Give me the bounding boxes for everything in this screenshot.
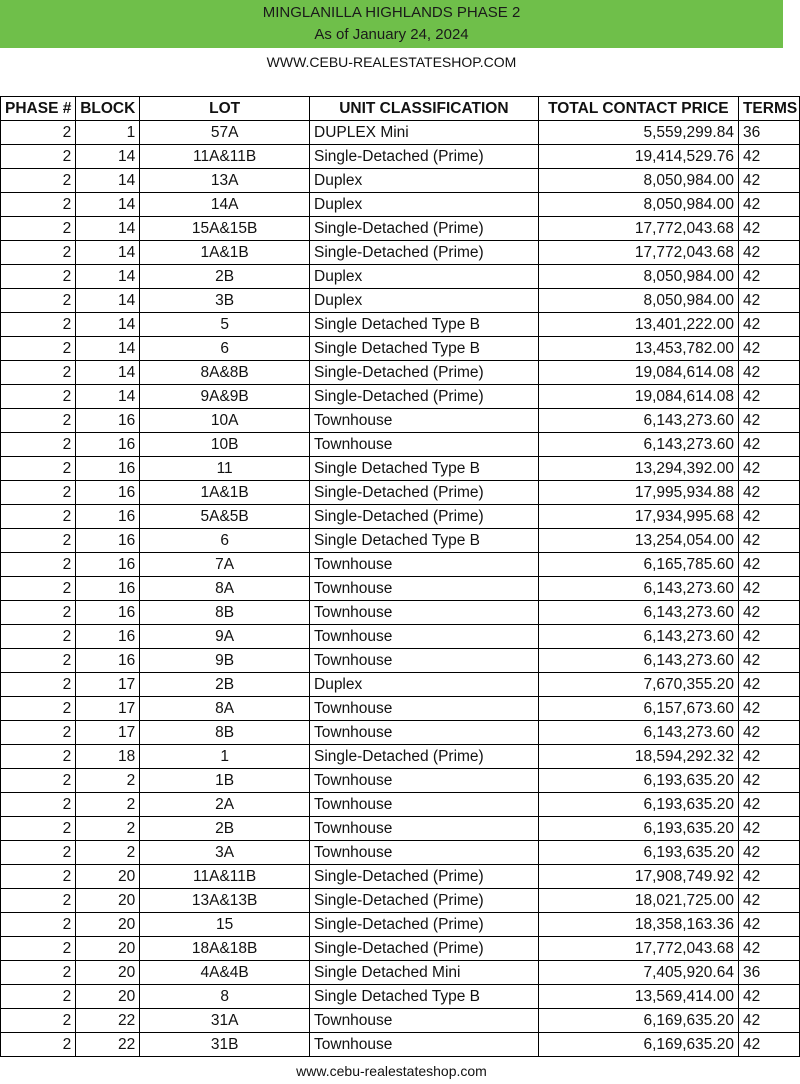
cell-lot: 15A&15B <box>140 217 310 241</box>
cell-phase: 2 <box>1 433 76 457</box>
table-row <box>1 289 800 313</box>
table-row <box>1 241 800 265</box>
cell-unit-classification: Townhouse <box>310 721 539 745</box>
table-row <box>1 1009 800 1033</box>
cell-lot: 9A&9B <box>140 385 310 409</box>
cell-lot: 5A&5B <box>140 505 310 529</box>
cell-phase: 2 <box>1 769 76 793</box>
cell-phase: 2 <box>1 601 76 625</box>
column-header-unit-classification: UNIT CLASSIFICATION <box>310 97 539 121</box>
cell-block: 16 <box>76 649 140 673</box>
cell-terms: 42 <box>738 265 799 289</box>
cell-phase: 2 <box>1 721 76 745</box>
cell-block: 2 <box>76 769 140 793</box>
cell-total-price: 18,021,725.00 <box>538 889 738 913</box>
cell-phase: 2 <box>1 337 76 361</box>
cell-lot: 9B <box>140 649 310 673</box>
cell-phase: 2 <box>1 361 76 385</box>
cell-unit-classification: Duplex <box>310 289 539 313</box>
cell-block: 14 <box>76 337 140 361</box>
cell-total-price: 6,157,673.60 <box>538 697 738 721</box>
cell-terms: 42 <box>738 337 799 361</box>
cell-terms: 36 <box>738 961 799 985</box>
cell-terms: 42 <box>738 913 799 937</box>
cell-unit-classification: Single Detached Type B <box>310 337 539 361</box>
table-row <box>1 265 800 289</box>
cell-total-price: 13,401,222.00 <box>538 313 738 337</box>
cell-lot: 1B <box>140 769 310 793</box>
cell-phase: 2 <box>1 145 76 169</box>
cell-terms: 42 <box>738 409 799 433</box>
cell-block: 16 <box>76 457 140 481</box>
cell-phase: 2 <box>1 673 76 697</box>
cell-terms: 42 <box>738 769 799 793</box>
cell-block: 16 <box>76 577 140 601</box>
cell-terms: 42 <box>738 481 799 505</box>
cell-block: 22 <box>76 1033 140 1057</box>
cell-phase: 2 <box>1 553 76 577</box>
cell-block: 20 <box>76 913 140 937</box>
cell-unit-classification: Single-Detached (Prime) <box>310 145 539 169</box>
cell-unit-classification: Single Detached Type B <box>310 313 539 337</box>
cell-block: 20 <box>76 985 140 1009</box>
cell-terms: 42 <box>738 313 799 337</box>
cell-terms: 42 <box>738 745 799 769</box>
cell-block: 22 <box>76 1009 140 1033</box>
cell-phase: 2 <box>1 289 76 313</box>
table-row <box>1 457 800 481</box>
cell-phase: 2 <box>1 385 76 409</box>
cell-unit-classification: Duplex <box>310 673 539 697</box>
cell-unit-classification: Townhouse <box>310 769 539 793</box>
cell-unit-classification: Townhouse <box>310 817 539 841</box>
cell-terms: 42 <box>738 817 799 841</box>
cell-total-price: 6,143,273.60 <box>538 409 738 433</box>
cell-phase: 2 <box>1 241 76 265</box>
cell-block: 20 <box>76 865 140 889</box>
cell-terms: 42 <box>738 433 799 457</box>
cell-total-price: 13,453,782.00 <box>538 337 738 361</box>
cell-total-price: 6,165,785.60 <box>538 553 738 577</box>
cell-block: 14 <box>76 145 140 169</box>
cell-lot: 2A <box>140 793 310 817</box>
cell-unit-classification: Single-Detached (Prime) <box>310 913 539 937</box>
cell-unit-classification: Townhouse <box>310 697 539 721</box>
cell-unit-classification: Single-Detached (Prime) <box>310 385 539 409</box>
cell-terms: 42 <box>738 457 799 481</box>
cell-block: 17 <box>76 673 140 697</box>
cell-total-price: 18,358,163.36 <box>538 913 738 937</box>
cell-total-price: 6,143,273.60 <box>538 721 738 745</box>
table-row <box>1 529 800 553</box>
table-row <box>1 673 800 697</box>
cell-phase: 2 <box>1 1009 76 1033</box>
cell-lot: 13A&13B <box>140 889 310 913</box>
cell-lot: 1A&1B <box>140 241 310 265</box>
cell-total-price: 17,772,043.68 <box>538 937 738 961</box>
cell-total-price: 6,143,273.60 <box>538 601 738 625</box>
cell-unit-classification: Duplex <box>310 169 539 193</box>
cell-phase: 2 <box>1 169 76 193</box>
cell-lot: 7A <box>140 553 310 577</box>
cell-phase: 2 <box>1 217 76 241</box>
cell-lot: 31B <box>140 1033 310 1057</box>
cell-total-price: 19,084,614.08 <box>538 361 738 385</box>
cell-block: 14 <box>76 241 140 265</box>
cell-phase: 2 <box>1 505 76 529</box>
cell-unit-classification: Duplex <box>310 265 539 289</box>
cell-block: 14 <box>76 361 140 385</box>
cell-terms: 42 <box>738 241 799 265</box>
cell-phase: 2 <box>1 985 76 1009</box>
table-row <box>1 577 800 601</box>
cell-total-price: 6,143,273.60 <box>538 577 738 601</box>
table-row <box>1 817 800 841</box>
cell-lot: 3B <box>140 289 310 313</box>
cell-lot: 5 <box>140 313 310 337</box>
cell-terms: 42 <box>738 793 799 817</box>
cell-lot: 8 <box>140 985 310 1009</box>
cell-lot: 8A <box>140 577 310 601</box>
price-list-table <box>0 96 800 1057</box>
cell-unit-classification: Townhouse <box>310 409 539 433</box>
table-row <box>1 313 800 337</box>
cell-lot: 2B <box>140 817 310 841</box>
table-row <box>1 649 800 673</box>
cell-lot: 1A&1B <box>140 481 310 505</box>
cell-phase: 2 <box>1 529 76 553</box>
cell-block: 2 <box>76 817 140 841</box>
cell-terms: 42 <box>738 169 799 193</box>
cell-phase: 2 <box>1 193 76 217</box>
cell-total-price: 17,772,043.68 <box>538 217 738 241</box>
cell-lot: 1 <box>140 745 310 769</box>
cell-unit-classification: Single-Detached (Prime) <box>310 937 539 961</box>
cell-unit-classification: Townhouse <box>310 649 539 673</box>
cell-total-price: 7,405,920.64 <box>538 961 738 985</box>
cell-block: 16 <box>76 553 140 577</box>
cell-unit-classification: Single-Detached (Prime) <box>310 361 539 385</box>
cell-block: 14 <box>76 313 140 337</box>
cell-terms: 42 <box>738 217 799 241</box>
cell-unit-classification: Townhouse <box>310 577 539 601</box>
cell-lot: 8B <box>140 601 310 625</box>
table-row <box>1 985 800 1009</box>
table-row <box>1 721 800 745</box>
website-header: WWW.CEBU-REALESTATESHOP.COM <box>266 54 517 70</box>
cell-terms: 42 <box>738 361 799 385</box>
cell-phase: 2 <box>1 865 76 889</box>
cell-total-price: 8,050,984.00 <box>538 169 738 193</box>
cell-total-price: 13,294,392.00 <box>538 457 738 481</box>
cell-block: 20 <box>76 889 140 913</box>
cell-phase: 2 <box>1 409 76 433</box>
cell-lot: 11A&11B <box>140 865 310 889</box>
cell-phase: 2 <box>1 793 76 817</box>
table-row <box>1 385 800 409</box>
cell-lot: 8A <box>140 697 310 721</box>
column-header-lot: LOT <box>140 97 310 121</box>
cell-phase: 2 <box>1 313 76 337</box>
cell-lot: 4A&4B <box>140 961 310 985</box>
cell-unit-classification: Townhouse <box>310 625 539 649</box>
cell-lot: 3A <box>140 841 310 865</box>
column-header-terms: TERMS <box>738 97 799 121</box>
website-footer: www.cebu-realestateshop.com <box>296 1063 487 1079</box>
cell-terms: 42 <box>738 1033 799 1057</box>
cell-phase: 2 <box>1 457 76 481</box>
cell-block: 16 <box>76 625 140 649</box>
cell-terms: 42 <box>738 697 799 721</box>
table-body <box>1 121 800 1057</box>
cell-total-price: 6,143,273.60 <box>538 433 738 457</box>
cell-total-price: 17,995,934.88 <box>538 481 738 505</box>
table-row <box>1 169 800 193</box>
cell-terms: 42 <box>738 577 799 601</box>
table-row <box>1 481 800 505</box>
cell-unit-classification: Single-Detached (Prime) <box>310 505 539 529</box>
cell-total-price: 6,193,635.20 <box>538 841 738 865</box>
cell-unit-classification: Single Detached Type B <box>310 529 539 553</box>
cell-lot: 10B <box>140 433 310 457</box>
cell-unit-classification: Single Detached Type B <box>310 457 539 481</box>
cell-lot: 14A <box>140 193 310 217</box>
table-row <box>1 865 800 889</box>
cell-unit-classification: Townhouse <box>310 601 539 625</box>
cell-block: 16 <box>76 433 140 457</box>
table-row <box>1 1033 800 1057</box>
cell-total-price: 6,193,635.20 <box>538 769 738 793</box>
cell-lot: 8B <box>140 721 310 745</box>
cell-terms: 42 <box>738 505 799 529</box>
cell-terms: 42 <box>738 721 799 745</box>
cell-block: 2 <box>76 793 140 817</box>
cell-unit-classification: Townhouse <box>310 793 539 817</box>
cell-phase: 2 <box>1 913 76 937</box>
table-row <box>1 697 800 721</box>
cell-total-price: 6,169,635.20 <box>538 1009 738 1033</box>
cell-total-price: 13,569,414.00 <box>538 985 738 1009</box>
cell-lot: 18A&18B <box>140 937 310 961</box>
cell-block: 20 <box>76 961 140 985</box>
cell-terms: 36 <box>738 121 799 145</box>
cell-block: 20 <box>76 937 140 961</box>
cell-unit-classification: DUPLEX Mini <box>310 121 539 145</box>
cell-total-price: 19,414,529.76 <box>538 145 738 169</box>
cell-lot: 9A <box>140 625 310 649</box>
cell-terms: 42 <box>738 289 799 313</box>
cell-terms: 42 <box>738 193 799 217</box>
cell-unit-classification: Single-Detached (Prime) <box>310 745 539 769</box>
cell-block: 17 <box>76 697 140 721</box>
cell-total-price: 17,908,749.92 <box>538 865 738 889</box>
table-row <box>1 961 800 985</box>
cell-lot: 11 <box>140 457 310 481</box>
cell-total-price: 7,670,355.20 <box>538 673 738 697</box>
cell-unit-classification: Single-Detached (Prime) <box>310 865 539 889</box>
column-header-total-price: TOTAL CONTACT PRICE <box>538 97 738 121</box>
cell-lot: 6 <box>140 337 310 361</box>
table-header-row <box>1 97 800 121</box>
cell-block: 16 <box>76 481 140 505</box>
cell-unit-classification: Single-Detached (Prime) <box>310 481 539 505</box>
table-row <box>1 217 800 241</box>
table-row <box>1 145 800 169</box>
cell-block: 17 <box>76 721 140 745</box>
cell-total-price: 13,254,054.00 <box>538 529 738 553</box>
cell-terms: 42 <box>738 673 799 697</box>
cell-terms: 42 <box>738 1009 799 1033</box>
cell-total-price: 5,559,299.84 <box>538 121 738 145</box>
table-row <box>1 889 800 913</box>
cell-lot: 15 <box>140 913 310 937</box>
table-row <box>1 337 800 361</box>
cell-terms: 42 <box>738 601 799 625</box>
cell-terms: 42 <box>738 985 799 1009</box>
column-header-block: BLOCK <box>76 97 140 121</box>
cell-lot: 13A <box>140 169 310 193</box>
cell-terms: 42 <box>738 649 799 673</box>
cell-block: 1 <box>76 121 140 145</box>
cell-phase: 2 <box>1 625 76 649</box>
cell-block: 16 <box>76 601 140 625</box>
cell-terms: 42 <box>738 841 799 865</box>
cell-lot: 2B <box>140 673 310 697</box>
cell-total-price: 6,193,635.20 <box>538 817 738 841</box>
cell-block: 14 <box>76 169 140 193</box>
table-row <box>1 433 800 457</box>
table-row <box>1 913 800 937</box>
cell-phase: 2 <box>1 1033 76 1057</box>
cell-block: 18 <box>76 745 140 769</box>
cell-total-price: 18,594,292.32 <box>538 745 738 769</box>
cell-phase: 2 <box>1 697 76 721</box>
table-row <box>1 409 800 433</box>
table-row <box>1 121 800 145</box>
cell-total-price: 8,050,984.00 <box>538 289 738 313</box>
cell-phase: 2 <box>1 481 76 505</box>
cell-unit-classification: Single Detached Mini <box>310 961 539 985</box>
cell-lot: 8A&8B <box>140 361 310 385</box>
cell-total-price: 17,934,995.68 <box>538 505 738 529</box>
cell-phase: 2 <box>1 937 76 961</box>
table-row <box>1 361 800 385</box>
table-row <box>1 193 800 217</box>
title-banner <box>0 0 783 48</box>
table-row <box>1 601 800 625</box>
cell-unit-classification: Townhouse <box>310 841 539 865</box>
cell-lot: 11A&11B <box>140 145 310 169</box>
cell-phase: 2 <box>1 841 76 865</box>
cell-terms: 42 <box>738 385 799 409</box>
cell-terms: 42 <box>738 625 799 649</box>
cell-lot: 2B <box>140 265 310 289</box>
table-row <box>1 505 800 529</box>
cell-unit-classification: Single-Detached (Prime) <box>310 889 539 913</box>
cell-total-price: 8,050,984.00 <box>538 265 738 289</box>
cell-block: 16 <box>76 529 140 553</box>
table-row <box>1 625 800 649</box>
cell-total-price: 6,143,273.60 <box>538 649 738 673</box>
cell-lot: 57A <box>140 121 310 145</box>
cell-terms: 42 <box>738 889 799 913</box>
cell-unit-classification: Duplex <box>310 193 539 217</box>
table-row <box>1 553 800 577</box>
column-header-phase: PHASE # <box>1 97 76 121</box>
cell-phase: 2 <box>1 265 76 289</box>
cell-phase: 2 <box>1 817 76 841</box>
cell-lot: 31A <box>140 1009 310 1033</box>
cell-total-price: 19,084,614.08 <box>538 385 738 409</box>
cell-unit-classification: Townhouse <box>310 553 539 577</box>
cell-phase: 2 <box>1 649 76 673</box>
cell-block: 14 <box>76 217 140 241</box>
table-row <box>1 937 800 961</box>
cell-terms: 42 <box>738 529 799 553</box>
cell-phase: 2 <box>1 745 76 769</box>
cell-phase: 2 <box>1 889 76 913</box>
cell-phase: 2 <box>1 961 76 985</box>
cell-total-price: 6,169,635.20 <box>538 1033 738 1057</box>
as-of-date: As of January 24, 2024 <box>314 26 469 43</box>
cell-block: 16 <box>76 409 140 433</box>
table-row <box>1 769 800 793</box>
cell-lot: 10A <box>140 409 310 433</box>
cell-phase: 2 <box>1 577 76 601</box>
cell-terms: 42 <box>738 553 799 577</box>
cell-phase: 2 <box>1 121 76 145</box>
cell-unit-classification: Single Detached Type B <box>310 985 539 1009</box>
cell-terms: 42 <box>738 865 799 889</box>
cell-unit-classification: Townhouse <box>310 1033 539 1057</box>
cell-block: 2 <box>76 841 140 865</box>
cell-lot: 6 <box>140 529 310 553</box>
cell-block: 16 <box>76 505 140 529</box>
page-title: MINGLANILLA HIGHLANDS PHASE 2 <box>262 4 521 21</box>
cell-unit-classification: Single-Detached (Prime) <box>310 217 539 241</box>
cell-total-price: 8,050,984.00 <box>538 193 738 217</box>
cell-unit-classification: Single-Detached (Prime) <box>310 241 539 265</box>
cell-block: 14 <box>76 265 140 289</box>
table-row <box>1 793 800 817</box>
cell-terms: 42 <box>738 937 799 961</box>
cell-terms: 42 <box>738 145 799 169</box>
cell-total-price: 6,193,635.20 <box>538 793 738 817</box>
cell-total-price: 17,772,043.68 <box>538 241 738 265</box>
table-row <box>1 745 800 769</box>
cell-block: 14 <box>76 289 140 313</box>
cell-total-price: 6,143,273.60 <box>538 625 738 649</box>
cell-block: 14 <box>76 193 140 217</box>
table-row <box>1 841 800 865</box>
cell-block: 14 <box>76 385 140 409</box>
cell-unit-classification: Townhouse <box>310 1009 539 1033</box>
cell-unit-classification: Townhouse <box>310 433 539 457</box>
